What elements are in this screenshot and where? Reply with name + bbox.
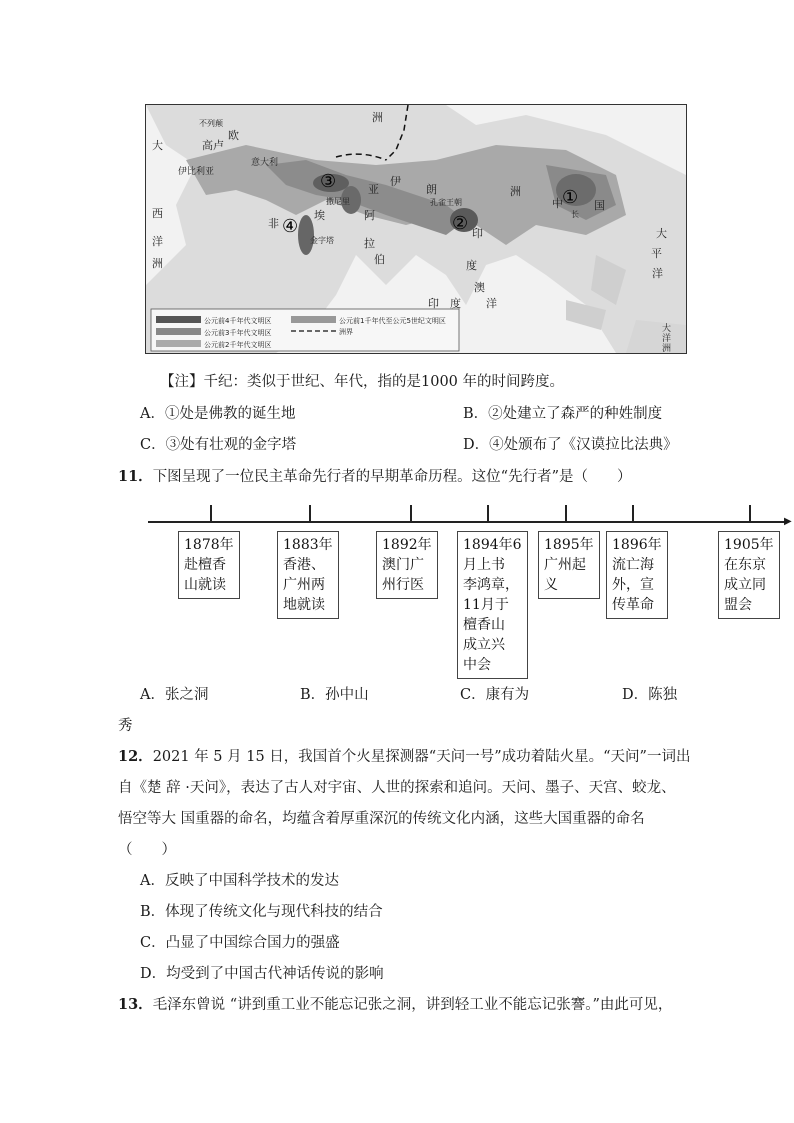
map-label: 大 — [152, 139, 163, 152]
q11-option-d[interactable]: D．陈独 — [622, 687, 678, 703]
map-label: 不列颠 — [199, 119, 223, 128]
map-label-legend-2: 公元前3千年代文明区 — [204, 329, 272, 337]
question-number: 13． — [118, 996, 153, 1013]
answer-paren: （ ） — [118, 842, 176, 858]
timeline-axis — [148, 521, 788, 523]
map-label: 洋 — [652, 267, 663, 280]
q10-option-b[interactable]: B．②处建立了森严的种姓制度 — [463, 406, 663, 422]
q12-option-b[interactable]: B．体现了传统文化与现代科技的结合 — [140, 904, 383, 920]
map-label: 澳 — [474, 281, 485, 294]
q11-option-d-continued: 秀 — [118, 718, 133, 734]
question-stem: 毛泽东曾说 “讲到重工业不能忘记张之洞，讲到轻工业不能忘记张謇。”由此可见， — [152, 997, 673, 1013]
map-label: 印 — [428, 297, 439, 310]
timeline-event-1883: 1883年 香港、 广州两 地就读 — [277, 531, 339, 619]
timeline-tick — [632, 505, 634, 521]
map-label: 大 — [656, 227, 667, 240]
q11-option-b[interactable]: B．孙中山 — [300, 687, 369, 703]
timeline-event-1896: 1896年 流亡海 外，宣 传革命 — [606, 531, 668, 619]
civilization-map — [145, 104, 687, 354]
map-marker-2: ② — [452, 213, 469, 234]
timeline-tick — [749, 505, 751, 521]
q11-option-a[interactable]: A．张之洞 — [140, 687, 209, 703]
q12-option-d[interactable]: D．均受到了中国古代神话传说的影响 — [140, 966, 384, 982]
timeline-event-1892: 1892年 澳门广 州行医 — [376, 531, 438, 599]
timeline-tick — [565, 505, 567, 521]
question-stem: 下图呈现了一位民主革命先行者的早期革命历程。这位“先行者”是（ ） — [152, 469, 632, 485]
map-label: 伊比利亚 — [178, 167, 215, 177]
map-label: 平 — [651, 247, 662, 260]
map-label: 阿 — [364, 209, 375, 222]
map-label: 大 — [662, 324, 672, 334]
timeline-event-1895: 1895年 广州起 义 — [538, 531, 600, 599]
map-label: 撒尼里 — [326, 197, 350, 206]
map-marker-1: ① — [562, 187, 579, 208]
question-stem: 2021 年 5 月 15 日，我国首个火星探测器“天问一号”成功着陆火星。“天问”一词出 — [152, 749, 691, 765]
map-label: 洲 — [152, 257, 163, 270]
map-label: 度 — [466, 259, 477, 272]
q10-option-d[interactable]: D．④处颁布了《汉谟拉比法典》 — [463, 437, 678, 453]
map-label: 非 — [268, 217, 279, 230]
map-label: 洲 — [662, 344, 672, 353]
map-label: 伯 — [374, 253, 385, 266]
arrow-icon: ▶ — [784, 516, 792, 527]
map-label: 印 — [472, 227, 483, 240]
map-label-legend-1: 公元前4千年代文明区 — [204, 317, 272, 325]
question-number: 11． — [118, 468, 153, 485]
map-label: 亚 — [368, 183, 379, 196]
timeline-event-1905: 1905年 在东京 成立同 盟会 — [718, 531, 780, 619]
map-label-legend-3: 公元前2千年代文明区 — [204, 341, 272, 349]
map-label: 埃 — [314, 209, 325, 222]
map-label: 国 — [594, 199, 605, 212]
map-label: 朗 — [426, 183, 437, 196]
map-label: 洋 — [152, 235, 163, 248]
map-label: 长 — [571, 210, 579, 219]
q11-option-c[interactable]: C．康有为 — [460, 687, 530, 703]
question-13 — [118, 995, 672, 1015]
timeline-event-1894: 1894年6 月上书 李鸿章， 11月于 檀香山 成立兴 中会 — [457, 531, 528, 679]
map-graphic — [146, 105, 686, 353]
map-label: 洋 — [486, 297, 497, 310]
map-label-legend-5: 洲界 — [339, 328, 353, 336]
map-marker-4: ④ — [282, 216, 299, 237]
q10-option-c[interactable]: C．③处有壮观的金字塔 — [140, 437, 297, 453]
map-label-legend-4: 公元前1千年代至公元5世纪文明区 — [339, 317, 446, 325]
timeline-tick — [309, 505, 311, 521]
q10-option-a[interactable]: A．①处是佛教的诞生地 — [140, 406, 296, 422]
map-label: 度 — [450, 297, 461, 310]
question-12-line-3: 悟空等大 国重器的命名，均蕴含着厚重深沉的传统文化内涵，这些大国重器的命名 — [118, 811, 645, 827]
timeline-tick — [487, 505, 489, 521]
map-label: 洲 — [510, 185, 521, 198]
map-label: 欧 — [228, 129, 239, 142]
question-number: 12． — [118, 748, 153, 765]
map-label: 西 — [152, 207, 163, 220]
timeline-tick — [410, 505, 412, 521]
question-12-line-1 — [118, 747, 690, 767]
question-11 — [118, 467, 632, 487]
map-marker-3: ③ — [320, 171, 337, 192]
timeline-tick — [210, 505, 212, 521]
map-label: 意大利 — [251, 158, 279, 168]
map-label: 孔雀王朝 — [430, 198, 462, 207]
map-note: 【注】千纪：类似于世纪、年代，指的是1000 年的时间跨度。 — [160, 374, 565, 390]
q12-option-c[interactable]: C．凸显了中国综合国力的强盛 — [140, 935, 340, 951]
map-label: 洋 — [662, 334, 672, 344]
map-label: 伊 — [390, 175, 401, 188]
map-label: 高卢 — [202, 139, 224, 152]
q12-option-a[interactable]: A．反映了中国科学技术的发达 — [140, 873, 339, 889]
map-label: 金字塔 — [310, 236, 334, 245]
map-label: 中 — [552, 197, 563, 210]
map-label: 拉 — [364, 237, 375, 250]
timeline-event-1878: 1878年 赴檀香 山就读 — [178, 531, 240, 599]
map-label: 洲 — [372, 111, 383, 124]
question-12-line-2: 自《楚 辞 ·天问》，表达了古人对宇宙、人世的探索和追问。天问、墨子、天宫、蛟龙、 — [118, 780, 676, 796]
